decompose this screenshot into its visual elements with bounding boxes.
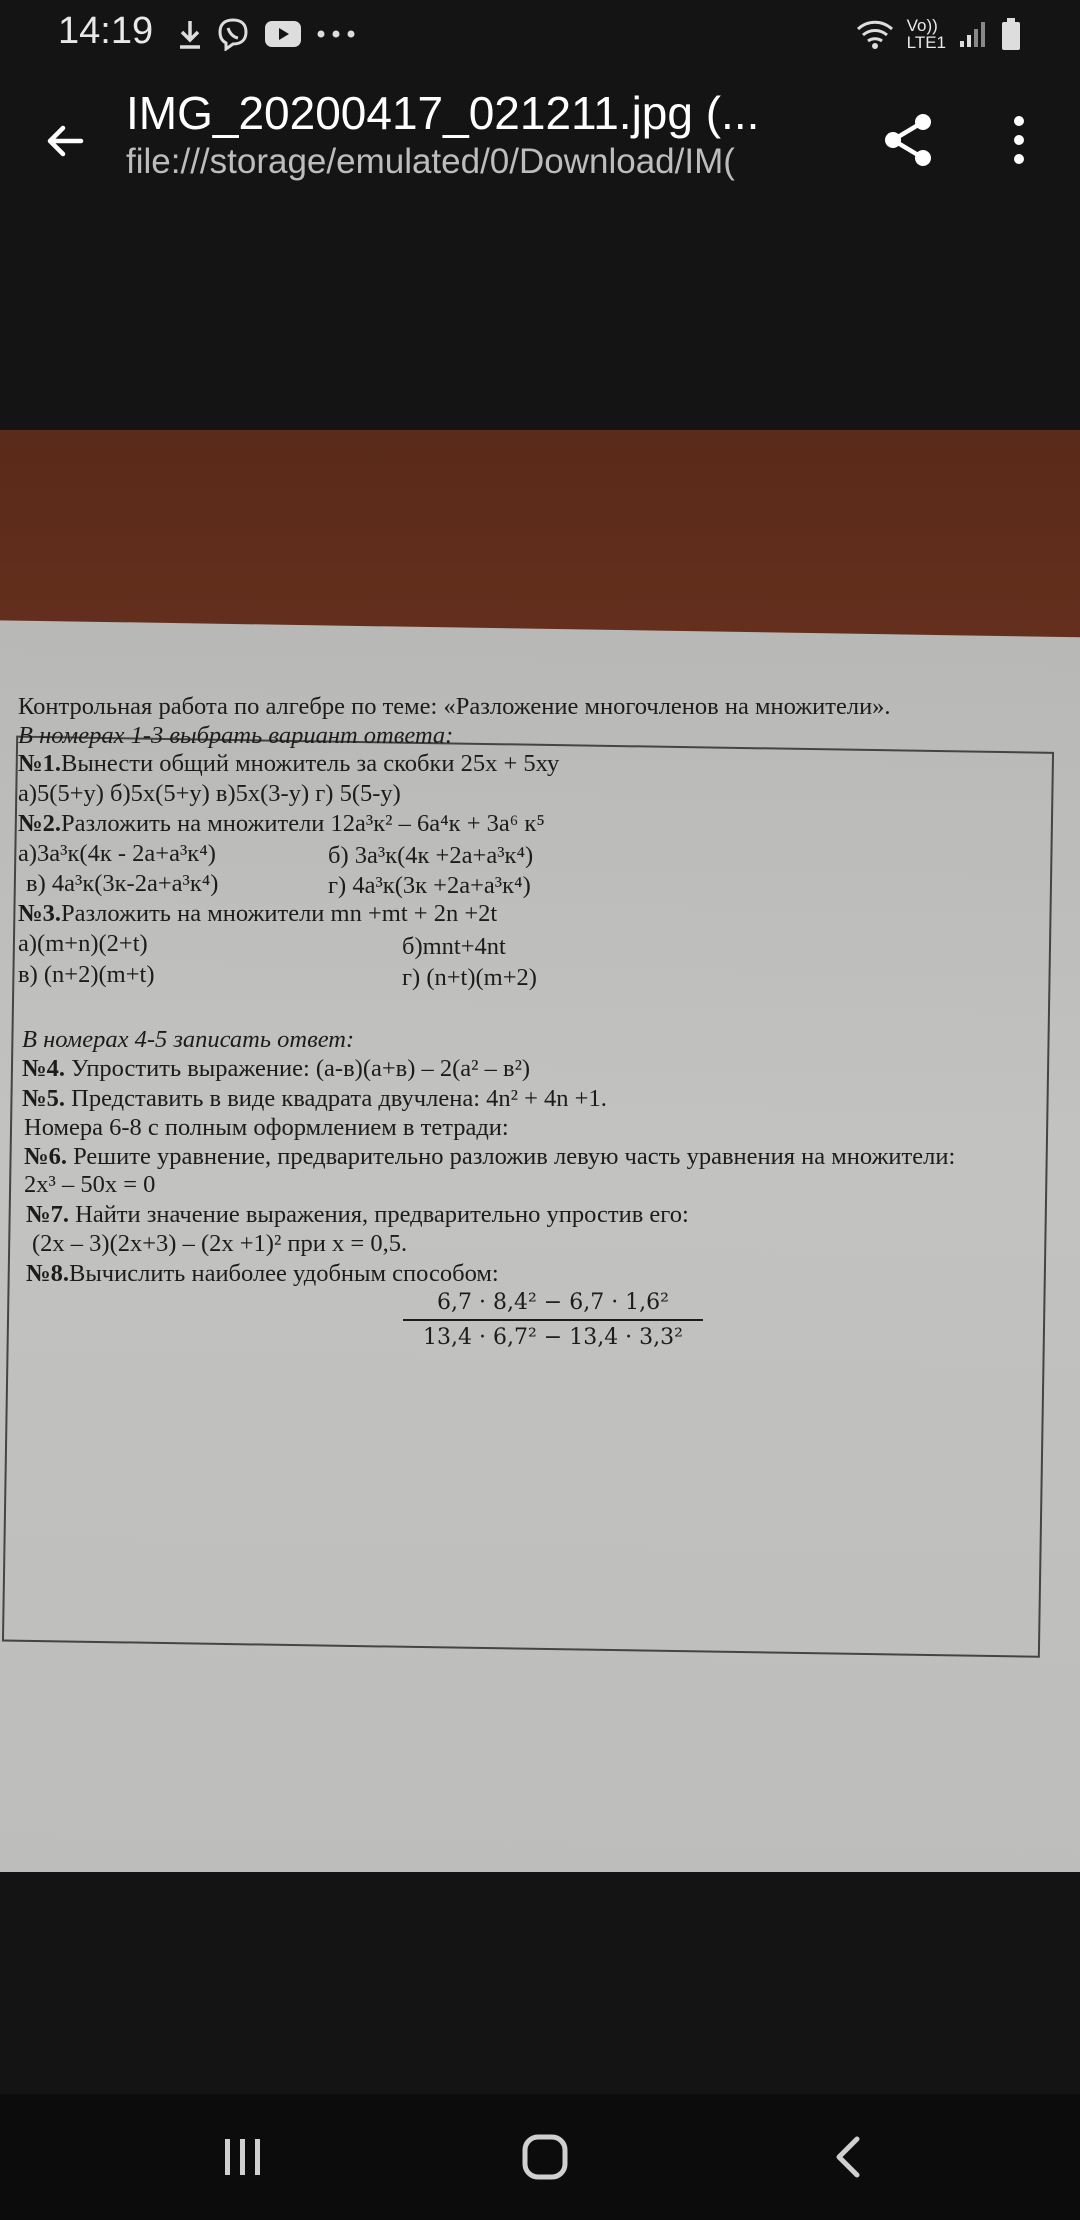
instruction-6-8: Номера 6-8 с полным оформлением в тетради: <box>24 1114 509 1141</box>
question-1 <box>18 750 559 778</box>
nav-back-button[interactable] <box>803 2122 893 2192</box>
question-4 <box>22 1055 530 1083</box>
system-icons <box>855 12 1022 56</box>
q6-equation: 2х³ – 50х = 0 <box>24 1171 156 1198</box>
q4-text: Упростить выражение: (а-в)(а+в) – 2(а² – в²) <box>71 1055 531 1082</box>
q3-option-b: б)mnt+4nt <box>402 933 506 960</box>
back-arrow-icon <box>41 117 89 165</box>
signal-icon <box>958 19 988 49</box>
doc-header: Контрольная работа по алгебре по теме: «Разложение многочленов на множители». <box>18 693 891 720</box>
recents-icon <box>221 2137 265 2177</box>
q3-option-v: в) (n+2)(m+t) <box>18 961 155 988</box>
q5-number: №5. <box>22 1085 65 1112</box>
q6-text: Решите уравнение, предварительно разложив левую часть уравнения на множители: <box>73 1143 956 1170</box>
status-bar <box>0 0 1080 68</box>
share-icon <box>881 112 935 168</box>
q3-text: Разложить на множители mn +mt + 2n +2t <box>61 900 498 927</box>
q1-text: Вынести общий множитель за скобки 25х + 5ху <box>61 750 560 777</box>
instruction-4-5: В номерах 4-5 записать ответ: <box>22 1026 355 1053</box>
q2-option-g: г) 4а³к(3к +2а+а³к⁴) <box>328 872 531 899</box>
question-2 <box>18 810 545 838</box>
lte-label: LTE1 <box>906 33 946 52</box>
q3-option-g: г) (n+t)(m+2) <box>402 964 537 991</box>
q2-text: Разложить на множители 12а³к² – 6а⁴к + 3а⁶ к⁵ <box>61 810 545 837</box>
q8-text: Вычислить наиболее удобным способом: <box>69 1260 499 1287</box>
network-indicator <box>907 17 946 51</box>
q2-option-a: а)3а³к(4к - 2а+а³к⁴) <box>18 840 216 867</box>
q8-number: №8. <box>26 1260 69 1287</box>
question-7 <box>26 1201 689 1229</box>
wifi-icon <box>855 19 895 49</box>
q7-number: №7. <box>26 1201 69 1228</box>
nav-back-icon <box>833 2135 863 2179</box>
q8-fraction <box>403 1290 703 1350</box>
q2-number: №2. <box>18 810 61 837</box>
youtube-icon <box>264 20 302 48</box>
q8-denominator: 13,4 · 6,7² − 13,4 · 3,3² <box>423 1325 683 1350</box>
notification-icons <box>178 14 356 54</box>
status-time: 14:19 <box>58 10 154 52</box>
question-6 <box>24 1143 955 1171</box>
q7-text: Найти значение выражения, предварительно упростив его: <box>75 1201 689 1228</box>
q2-option-v: в) 4а³к(3к-2а+а³к⁴) <box>26 870 219 897</box>
home-button[interactable] <box>500 2122 590 2192</box>
question-3 <box>18 900 497 928</box>
app-bar <box>0 80 1080 210</box>
download-icon <box>178 19 202 49</box>
q3-option-a: а)(m+n)(2+t) <box>18 930 148 957</box>
q3-number: №3. <box>18 900 61 927</box>
page-title: IMG_20200417_021211.jpg (... <box>126 87 760 139</box>
more-vert-icon <box>1012 115 1026 165</box>
q2-option-b: б) 3а³к(4к +2а+а³к⁴) <box>328 842 534 869</box>
navigation-bar <box>0 2094 1080 2220</box>
q1-options: а)5(5+у) б)5х(5+у) в)5х(3-у) г) 5(5-у) <box>18 780 401 807</box>
more-notifications-icon <box>316 29 356 39</box>
back-button[interactable] <box>30 106 100 176</box>
q1-number: №1. <box>18 750 61 777</box>
q5-text: Представить в виде квадрата двучлена: 4n² + 4n +1. <box>71 1085 607 1112</box>
q4-number: №4. <box>22 1055 65 1082</box>
more-options-button[interactable] <box>984 102 1054 178</box>
battery-icon <box>1000 17 1022 51</box>
volte-label: Vo)) <box>906 16 938 35</box>
viber-icon <box>216 17 250 51</box>
instruction-1-3: В номерах 1-3 выбрать вариант ответа: <box>18 722 454 749</box>
recents-button[interactable] <box>198 2122 288 2192</box>
file-path: file:///storage/emulated/0/Download/IM( <box>126 142 735 181</box>
share-button[interactable] <box>870 102 946 178</box>
question-8 <box>26 1260 499 1288</box>
image-viewer[interactable] <box>0 430 1080 1872</box>
q6-number: №6. <box>24 1143 67 1170</box>
question-5 <box>22 1085 607 1113</box>
q8-numerator: 6,7 · 8,4² − 6,7 · 1,6² <box>403 1290 703 1321</box>
home-icon <box>521 2133 569 2181</box>
q7-expression: (2х – 3)(2х+3) – (2х +1)² при х = 0,5. <box>32 1230 408 1257</box>
